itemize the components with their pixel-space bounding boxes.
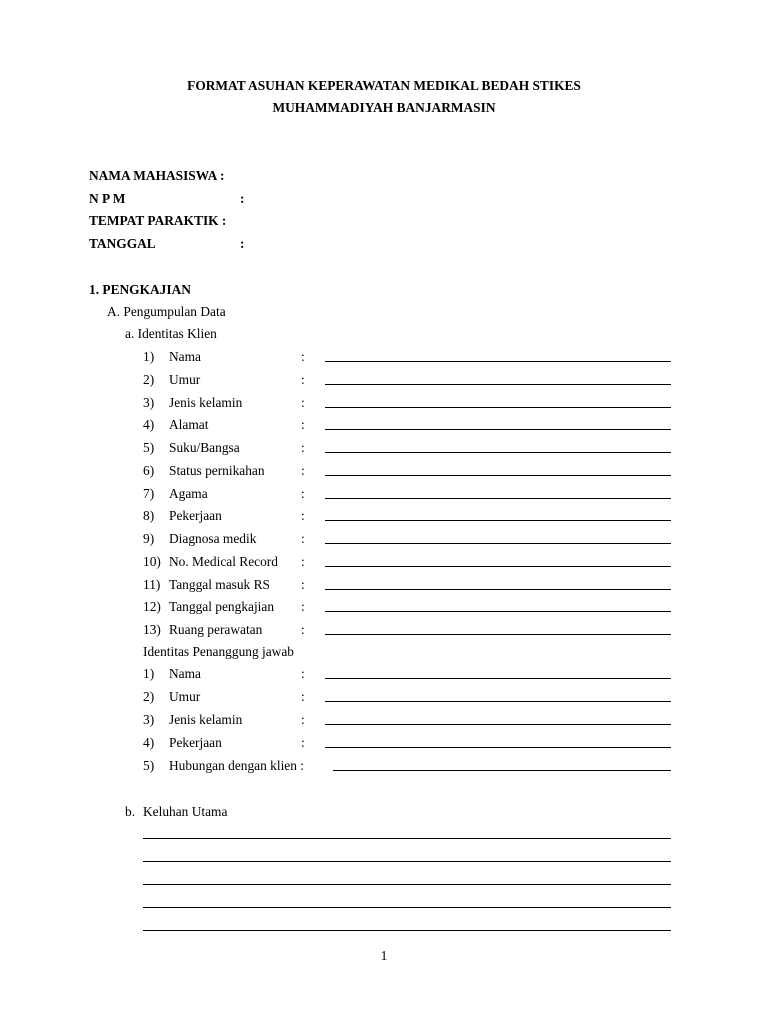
field-label: No. Medical Record [169,553,278,569]
input-line[interactable] [325,498,671,499]
input-line[interactable] [325,701,671,702]
input-line[interactable] [325,520,671,521]
field-number: 6) [143,462,155,478]
input-line[interactable] [325,407,671,408]
field-label: Tanggal masuk RS [169,576,270,592]
input-line[interactable] [325,566,671,567]
input-line[interactable] [325,678,671,679]
field-label: Alamat [169,417,209,433]
input-line[interactable] [325,611,671,612]
practice-place-label: TEMPAT PARAKTIK : [89,213,227,228]
npm-colon: : [240,191,245,206]
field-colon: : [301,440,305,455]
field-colon: : [301,712,305,727]
keluhan-line-1[interactable] [143,838,671,839]
field-number: 7) [143,485,155,501]
field-label: Tanggal pengkajian [169,599,275,615]
field-label: Jenis kelamin [169,394,243,410]
field-label: Nama [169,666,201,681]
document-title-line1: FORMAT ASUHAN KEPERAWATAN MEDIKAL BEDAH STIKES [187,78,581,93]
section-pengkajian-title: 1. PENGKAJIAN [89,282,191,297]
field-number: 10) [143,553,161,569]
field-number: 1) [143,349,155,364]
field-label: Ruang perawatan [169,622,263,637]
field-number: 11) [143,576,161,592]
field-label: Nama [169,349,201,364]
field-colon: : [301,485,305,501]
field-number: 3) [143,394,155,410]
item-keluhan-utama: Keluhan Utama [143,804,228,819]
field-colon: : [301,622,305,637]
field-label: Pekerjaan [169,735,222,750]
field-number: 5) [143,758,155,773]
field-label: Diagnosa medik [169,531,257,546]
field-colon: : [301,462,305,478]
input-line[interactable] [325,543,671,544]
field-colon: : [301,417,305,433]
field-colon: : [301,666,305,681]
item-identitas-klien: a. Identitas Klien [125,326,217,341]
field-number: 4) [143,735,155,750]
field-label: Jenis kelamin [169,712,243,727]
page-number: 1 [380,948,388,963]
input-line[interactable] [325,361,671,362]
input-line[interactable] [325,475,671,476]
input-line[interactable] [325,429,671,430]
field-colon: : [301,553,305,569]
item-b-letter: b. [125,804,136,819]
field-label: Agama [169,485,208,501]
input-line[interactable] [325,452,671,453]
input-line[interactable] [325,747,671,748]
student-name-label: NAMA MAHASISWA : [89,168,225,183]
npm-label: N P M [89,191,126,206]
keluhan-line-3[interactable] [143,884,671,885]
keluhan-line-5[interactable] [143,930,671,931]
field-number: 2) [143,371,155,387]
keluhan-line-2[interactable] [143,861,671,862]
date-colon: : [240,236,245,251]
input-line[interactable] [325,724,671,725]
field-colon: : [301,508,305,524]
field-colon: : [301,349,305,364]
date-label: TANGGAL [89,236,156,251]
field-colon: : [301,394,305,410]
input-line[interactable] [325,384,671,385]
field-colon: : [301,531,305,546]
field-label: Status pernikahan [169,462,265,478]
field-number: 13) [143,622,161,637]
field-colon: : [301,371,305,387]
field-label: Pekerjaan [169,508,222,524]
field-label: Suku/Bangsa [169,440,240,455]
field-label-hubungan: Hubungan dengan klien : [169,758,304,773]
input-line-hubungan[interactable] [333,770,671,771]
field-number: 8) [143,508,155,524]
field-number: 12) [143,599,161,615]
field-colon: : [301,599,305,615]
field-label: Umur [169,371,201,387]
field-number: 1) [143,666,155,681]
field-number: 2) [143,689,155,704]
input-line[interactable] [325,589,671,590]
input-line[interactable] [325,634,671,635]
penanggung-jawab-title: Identitas Penanggung jawab [143,644,294,659]
document-title-line2: MUHAMMADIYAH BANJARMASIN [272,100,496,115]
field-colon: : [301,689,305,704]
field-number: 9) [143,531,155,546]
field-label: Umur [169,689,201,704]
field-number: 5) [143,440,155,455]
field-colon: : [301,735,305,750]
field-number: 4) [143,417,155,433]
keluhan-line-4[interactable] [143,907,671,908]
field-number: 3) [143,712,155,727]
subsection-pengumpulan-data: A. Pengumpulan Data [107,304,226,319]
field-colon: : [301,576,305,592]
